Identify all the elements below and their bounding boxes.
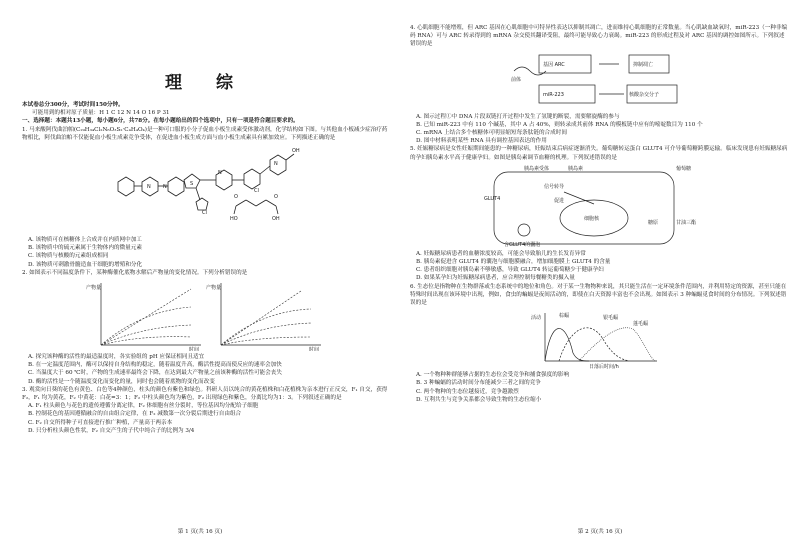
- fig5-label-signal: 信号转导: [544, 183, 565, 190]
- fig6-label-series1: 棕蝠: [559, 313, 570, 320]
- q2-option-b: B. 在一定温度范围内，酶可以保持自身结构的稳定，随着温度升高，酶活性提高而使反应的速率会加快: [28, 362, 282, 369]
- q3-option-c: C. F₂ 自交所得种子可直接进行推广种植，产量高于两亲本: [28, 419, 173, 426]
- fig4-label-mir223: miR-223: [543, 91, 564, 98]
- series-line-silver-bat: [559, 328, 629, 361]
- q2-option-a: A. 探究该种酶的活性的最适温度时，各实验组的 pH 应保证相同且适宜: [28, 354, 205, 361]
- q5-stem: 5. 妊娠糖尿病是女性妊娠期间能患的一种糖尿病，妊娠结束后病症逐渐消失。葡萄糖转运蛋白 GLUT4 可介导葡萄糖跨膜运输。临床发现患有妊娠糖尿病的孕妇胰岛素水平高于健康孕妇。如图是胰岛素调节血糖的机理。下列叙述错误的是: [410, 146, 788, 161]
- right-page: [400, 0, 800, 551]
- exam-title: 理 综: [165, 73, 247, 93]
- q5-option-d: D. 如果某孕妇为妊娠糖尿病患者，应合理控制每餐糖类的摄入量: [416, 275, 575, 282]
- fig2-ylabel-left: 产物量: [86, 285, 102, 292]
- svg-text:N: N: [163, 184, 167, 191]
- atomic-masses: 可能用到的相对原子质量：H 1 C 12 N 14 O 16 P 31: [32, 110, 170, 117]
- svg-text:Cl: Cl: [202, 210, 207, 217]
- q1-option-c: C. 该物质与核酸的元素组成相同: [28, 253, 109, 260]
- fig4-label-hybrid: 核酸杂交分子: [629, 91, 660, 98]
- left-page-footer: 第 1 页(共 16 页): [177, 529, 223, 535]
- svg-text:N: N: [147, 184, 151, 191]
- insulin-mechanism-diagram: [484, 164, 714, 248]
- fig5-label-receptor: 胰岛素受体: [524, 165, 550, 172]
- q4-option-b: B. 已知 miR-223 中有 110 个碱基，其中 A 占 40%，则转录成其前体 RNA 的模板链中应有的嘧啶数目为 110 个: [416, 121, 703, 128]
- q4-option-d: D. 图中材料表明某些 RNA 具有调控基因表达的作用: [416, 138, 547, 145]
- series-line-brown-bat: [545, 329, 589, 362]
- svg-text:OH: OH: [272, 216, 280, 223]
- q1-option-d: D. 该物质可刺激骨髓造血干细胞的增殖和分化: [28, 261, 143, 268]
- q2-stem: 2. 如图表示不同温度条件下，某种酶催化底物水解后产物量的变化情况。下列分析错误的是: [22, 269, 248, 276]
- fig6-label-series3: 蓬毛蝠: [633, 321, 649, 328]
- q6-stem: 6. 生态位是指物种在生物群落或生态系统中的地位和角色。对于某一生物物种来说，其只能生活在一定环境条件范围内，并利用特定的资源，甚至只能在特殊时间出现在该环境中出现，例如，食虫的蝙蝠是夜间活动的，即使在白天资源丰富也不会出现。如图表示 3 种蝙蝠觅食时间的分布情况。下列叙述错误的是: [410, 283, 787, 307]
- q6-option-d: D. 互利共生与竞争关系都会导致生物的生态位缩小: [416, 396, 542, 403]
- section-heading: 一、选择题：本题共13小题，每小题6分，共78分。在每小题给出的四个选项中，只有一项是符合题目要求的。: [22, 118, 299, 125]
- fig5-label-promote: 促进: [554, 197, 565, 204]
- q3-option-a: A. F₁ 柱头颜色与花色的遗传遵循分离定律，F₂ 体细胞有丝分裂时，等位基因均分配给子细胞: [28, 403, 259, 410]
- exam-info: 本试卷总分300分，考试时间150分钟。: [22, 102, 124, 108]
- fig5-label-triglyceride: 甘油三酯: [676, 219, 697, 226]
- fig6-ylabel: 活动: [531, 315, 542, 322]
- right-page-footer: 第 2 页(共 16 页): [577, 529, 623, 535]
- fig4-label-precursor: 前体: [511, 76, 522, 83]
- q4-option-a: A. 图示过程①中 DNA 片段双链打开过程中发生了氢键的断裂，需要解旋酶的参与: [416, 113, 620, 120]
- q1-stem: 1. 马来酸阿伐曲泊帕(C₂₉H₃₄Cl₂N₆O₃S₂·C₄H₄O₄)是一种可口服的小分子促血小板生成素受体激动剂，化学结构如下图。与其他血小板减少症治疗药物相比，阿伐曲泊帕不仅能促血小板生成素竞争受体，在促进血小板生成方面与血小板生成素具有累加效应。下列描述正确的是: [22, 126, 388, 141]
- q1-option-b: B. 该物质中的硫元素属于生物体内的微量元素: [28, 245, 142, 252]
- fig5-label-vesicle: 含GLUT4的囊泡: [504, 241, 541, 248]
- q2-option-d: D. 酶的活性是一个随温度变化而变化的量，同时也会随着底物的变化而改变: [28, 378, 215, 385]
- fig2-xlabel-right: 时间: [309, 347, 320, 352]
- fig6-label-series2: 银毛蝠: [603, 315, 619, 322]
- q3-stem: 3. 观赏向日葵的花色有黄色、白色等4种颜色，柱头的颜色有紫色和绿色。科研人员以纯合的黄花植株和白花植株为亲本进行正反交，F₁ 自交，获得 F₂，F₁ 均为黄花，F₂ 中黄花：白花=3：1；F₂ 中柱头颜色均为紫色，F₂ 出现绿色和紫色，分离比均为1：3。下列叙述正确的是: [22, 386, 388, 402]
- q5-option-a: A. 妊娠糖尿病患者的血糖浓度较高，可能会导致胎儿的生长发育异常: [416, 250, 586, 257]
- q5-option-c: C. 患者组织细胞对胰岛素不够敏感，导致 GLUT4 转运葡萄糖少于健康孕妇: [416, 267, 604, 274]
- svg-text:S: S: [190, 181, 194, 188]
- q3-option-d: D. 只分析柱头颜色性状，F₂ 自交产生的子代中纯合子的比例为 3/4: [28, 427, 195, 434]
- fig4-label-inhibit: 抑制凋亡: [633, 61, 654, 68]
- bat-activity-chart: [529, 309, 669, 369]
- svg-text:HO: HO: [230, 216, 238, 223]
- svg-text:N: N: [274, 161, 278, 168]
- fig5-label-insulin: 胰岛素: [568, 165, 584, 172]
- svg-text:O: O: [234, 194, 238, 201]
- q5-option-b: B. 胰岛素促进含 GLUT4 的囊泡与细胞膜融合，增加细胞膜上 GLUT4 的含量: [416, 259, 611, 266]
- fig6-xlabel: 日落后时间/h: [589, 364, 619, 370]
- svg-text:Cl: Cl: [254, 188, 259, 195]
- fig5-label-glycogen: 糖原: [648, 219, 659, 226]
- fig4-label-arc: 基因 ARC: [543, 61, 565, 68]
- fig2-ylabel-right: 产物量: [206, 285, 222, 292]
- enzyme-product-graphs: [81, 279, 331, 351]
- molecule-structure-figure: [106, 144, 306, 234]
- q2-option-c: C. 当温度大于 60 ℃时，产物的生成速率最终会下降，在达到最大产物量之前该种酶的活性可能会丧失: [28, 370, 282, 377]
- q6-option-b: B. 3 种蝙蝠的活动时间分布能减少三者之间的竞争: [416, 380, 541, 387]
- q3-option-b: B. 控制花色的基因遵循融合的自由组合定律，在 F₂ 减数第一次分裂后期进行自由组合: [28, 411, 242, 418]
- arc-regulation-diagram: [499, 51, 699, 111]
- q4-stem: 4. 心肌细胞不能增殖，但 ARC 基因在心肌细胞中可特异性表达以抑制其凋亡，进而维持心肌细胞的正常数量。当心肌缺血缺氧时，miR-223（一种非编码 RNA）可与 ARC 转录得到的 mRNA 杂交使其翻译受阻，最终可能导致心力衰竭。miR-223 的形成过程及对 ARC 基因的调控如图所示。下列叙述错误的是: [410, 25, 788, 48]
- fig2-xlabel-left: 时间: [189, 347, 200, 352]
- fig5-label-nucleus: 细胞核: [584, 215, 600, 222]
- svg-text:N: N: [218, 170, 222, 177]
- fig5-label-glut4: GLUT4: [484, 195, 501, 202]
- svg-text:O: O: [274, 194, 278, 201]
- q1-option-a: A. 该物质可在核糖体上合成并在内质网中加工: [28, 237, 142, 244]
- svg-text:OH: OH: [292, 148, 300, 155]
- q4-option-c: C. mRNA 上结合多个核糖体可明显缩短每条肽链的合成时间: [416, 130, 567, 137]
- q6-option-a: A. 一个物种种群能够占据的生态位会受竞争和捕食强度的影响: [416, 372, 570, 379]
- q6-option-c: C. 两个物种的生态位越接近，竞争越激烈: [416, 388, 519, 395]
- fig5-label-glucose: 葡萄糖: [676, 165, 692, 172]
